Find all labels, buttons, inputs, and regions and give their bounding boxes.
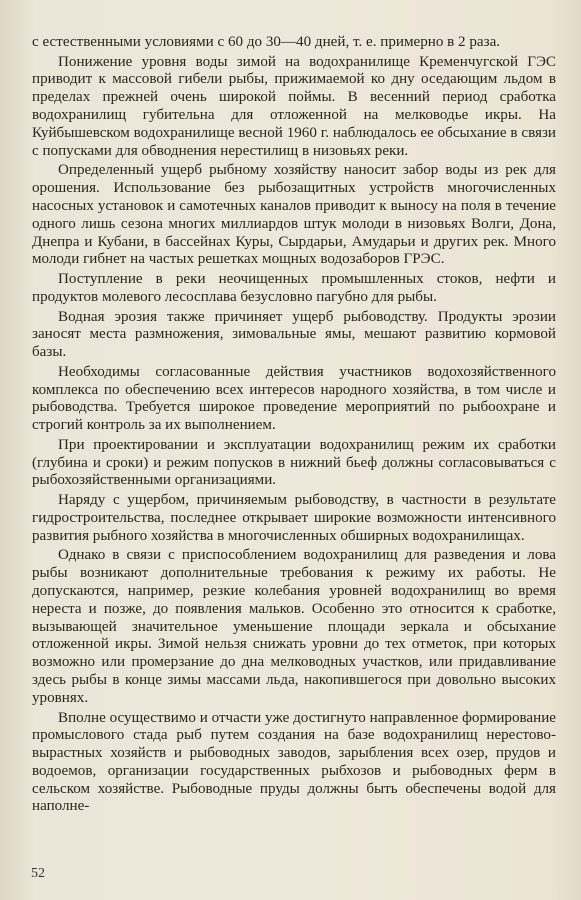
paragraph-6: Необходимы согласованные действия участников водохозяйственного комплекса по обеспечению всех интересов народного хозяйства, в том числе и рыбоводства. Требуется широкое проведение мероприятий по рыбоохране и строгий контроль за их выполнением. bbox=[32, 363, 556, 434]
body-text bbox=[32, 34, 556, 818]
paragraph-5: Водная эрозия также причиняет ущерб рыбоводству. Продукты эрозии заносят места размножения, зимовальные ямы, мешают развитию кормовой базы. bbox=[32, 308, 556, 361]
paragraph-4: Поступление в реки неочищенных промышленных стоков, нефти и продуктов молевого лесосплава безусловно пагубно для рыбы. bbox=[32, 271, 556, 305]
paragraph-10: Вполне осуществимо и отчасти уже достигнуто направленное формирование промыслового стада рыб путем создания на базе водохранилищ нерестово-вырастных хозяйств и рыбоводных заводов, зарыбления всех озер, прудов и водоемов, организации государственных рыбхозов и рыбоводных ферм в сельском хозяйстве. Рыбоводные пруды должны быть обеспечены водой для наполне- bbox=[32, 709, 556, 815]
paragraph-9: Однако в связи с приспособлением водохранилищ для разведения и лова рыбы возникают дополнительные требования к режиму их работы. Не допускаются, например, резкие колебания уровней водохранилищ во время нереста и позже, до появления мальков. Особенно это относится к сработке, вызывающей значительное уменьшение площади зеркала и обсыхание отложенной икры. Зимой нельзя снижать уровни до тех отметок, при которых возможно или промерзание до дна мелководных участков, или придавливание здесь рыбы в конце зимы массами льда, накопившегося при довольно высоких уровнях. bbox=[32, 547, 556, 706]
paragraph-1: с естественными условиями с 60 до 30—40 дней, т. е. примерно в 2 раза. bbox=[32, 34, 501, 50]
paragraph-7: При проектировании и эксплуатации водохранилищ режим их сработки (глубина и сроки) и режим попусков в нижний бьеф должны согласовываться с рыбохозяйственными организациями. bbox=[32, 436, 556, 489]
paragraph-8: Наряду с ущербом, причиняемым рыбоводству, в частности в результате гидростроительства, последнее открывает широкие возможности интенсивного развития рыбного хозяйства в многочисленных обширных водохранилищах. bbox=[32, 492, 556, 544]
paragraph-3: Определенный ущерб рыбному хозяйству наносит забор воды из рек для орошения. Использование без рыбозащитных устройств многочисленных насосных установок и самотечных каналов приводит к выносу на поля в течение одного лишь сезона многих миллиардов штук молоди в низовьях Волги, Дона, Днепра и Кубани, в бассейнах Куры, Сырдарьи, Амударьи и других рек. Много молоди гибнет на частых решетках мощных водозаборов ГРЭС. bbox=[32, 162, 556, 268]
paragraph-2: Понижение уровня воды зимой на водохранилище Кременчугской ГЭС приводит к массовой гибели рыбы, прижимаемой ко дну оседающим льдом в пределах прежней очень широкой поймы. В весенний период сработка водохранилищ губительна для отложенной на мелководье икры. На Куйбышевском водохранилище весной 1960 г. наблюдалось ее обсыхание в связи с попусками для обводнения нерестилищ в низовьях реки. bbox=[32, 53, 556, 159]
page-number: 52 bbox=[31, 866, 45, 881]
